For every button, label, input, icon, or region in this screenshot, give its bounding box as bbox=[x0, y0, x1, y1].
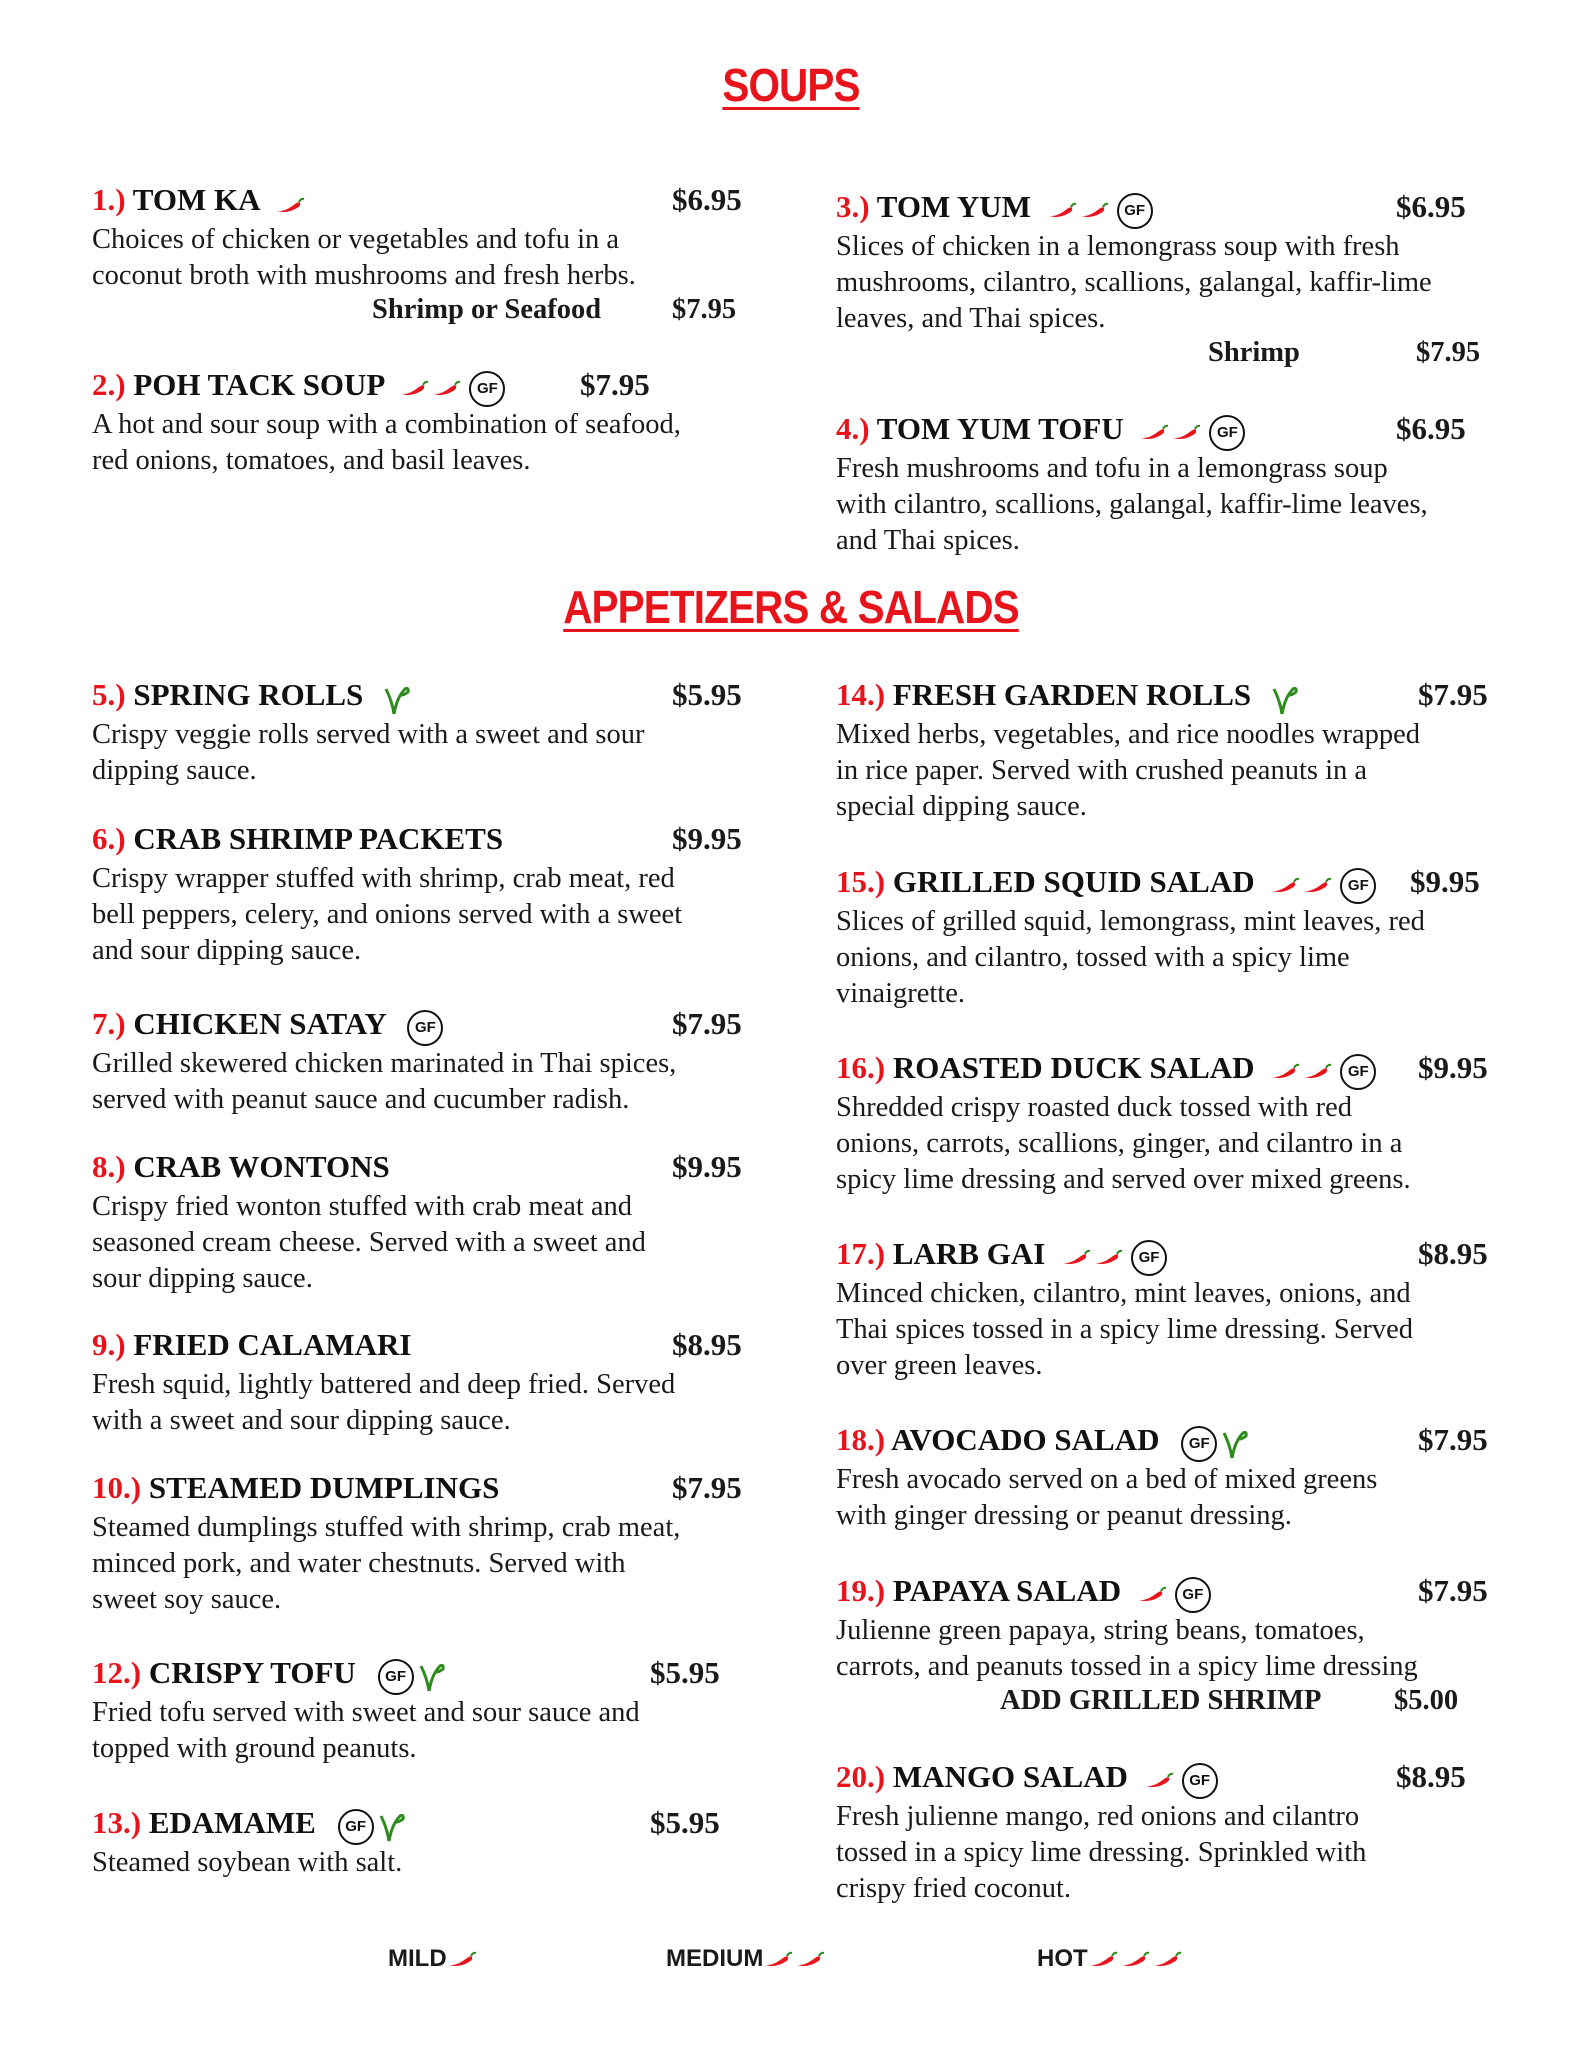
item-number: 17.) bbox=[836, 1236, 886, 1271]
item-header bbox=[836, 189, 1466, 229]
item-description-line: and sour dipping sauce. bbox=[92, 935, 362, 966]
item-description-line: onions, carrots, scallions, ginger, and cilantro in a bbox=[836, 1128, 1403, 1159]
chili-pepper-icon bbox=[1302, 1063, 1332, 1081]
item-extra bbox=[92, 294, 737, 330]
chili-pepper-icon bbox=[1120, 1951, 1150, 1969]
legend-peppers bbox=[447, 1945, 479, 1972]
item-price: $6.95 bbox=[1396, 411, 1466, 446]
item-number: 1.) bbox=[92, 182, 126, 217]
item-description-line: mushrooms, cilantro, scallions, galangal, kaffir-lime bbox=[836, 267, 1432, 298]
chili-pepper-icon bbox=[1270, 877, 1300, 895]
item-name: CRAB SHRIMP PACKETS bbox=[133, 821, 504, 856]
menu-item-steamed-dumplings bbox=[92, 1470, 742, 1618]
item-name: AVOCADO SALAD bbox=[891, 1422, 1160, 1457]
item-description-line: minced pork, and water chestnuts. Served with bbox=[92, 1548, 626, 1579]
item-price: $7.95 bbox=[672, 1470, 742, 1505]
item-description-line: crispy fried coconut. bbox=[836, 1873, 1072, 1904]
item-price: $7.95 bbox=[1418, 677, 1488, 712]
item-icons bbox=[1270, 865, 1376, 904]
gluten-free-icon: GF bbox=[378, 1659, 414, 1695]
menu-item-avocado-salad bbox=[836, 1422, 1488, 1534]
chili-pepper-icon bbox=[275, 197, 305, 215]
appetizers-title: APPETIZERS & SALADS bbox=[563, 581, 1019, 633]
item-icons bbox=[401, 1007, 443, 1046]
item-description-line: with a sweet and sour dipping sauce. bbox=[92, 1405, 511, 1436]
menu-item-fried-calamari bbox=[92, 1327, 742, 1439]
item-price: $5.95 bbox=[650, 1655, 720, 1690]
item-price: $8.95 bbox=[672, 1327, 742, 1362]
item-icons bbox=[1061, 1237, 1167, 1276]
item-number: 13.) bbox=[92, 1805, 142, 1840]
vegetarian-leaf-icon bbox=[383, 683, 411, 717]
item-header bbox=[836, 1759, 1466, 1799]
item-description-line: vinaigrette. bbox=[836, 978, 965, 1009]
item-description-line: spicy lime dressing and served over mixed greens. bbox=[836, 1164, 1411, 1195]
item-description-line: Crispy wrapper stuffed with shrimp, crab meat, red bbox=[92, 863, 675, 894]
item-number: 18.) bbox=[836, 1422, 886, 1457]
item-description-line: sweet soy sauce. bbox=[92, 1584, 282, 1615]
item-number: 9.) bbox=[92, 1327, 126, 1362]
item-icons bbox=[1137, 1574, 1211, 1613]
gluten-free-icon: GF bbox=[1340, 1054, 1376, 1090]
item-description-line: Crispy veggie rolls served with a sweet and sour bbox=[92, 719, 645, 750]
item-name: SPRING ROLLS bbox=[133, 677, 364, 712]
item-extra-price: $7.95 bbox=[1416, 337, 1481, 368]
soups-title: SOUPS bbox=[722, 59, 860, 111]
item-header bbox=[836, 677, 1488, 717]
item-header bbox=[92, 677, 742, 717]
item-description-line: and Thai spices. bbox=[836, 525, 1020, 556]
legend-mild bbox=[388, 1945, 479, 1973]
item-extra-price: $7.95 bbox=[672, 294, 737, 325]
item-description-line: carrots, and peanuts tossed in a spicy lime dressing bbox=[836, 1651, 1418, 1682]
legend-medium-label: MEDIUM bbox=[666, 1945, 764, 1972]
item-name: CRISPY TOFU bbox=[148, 1655, 356, 1690]
item-name: GRILLED SQUID SALAD bbox=[892, 864, 1255, 899]
item-name: POH TACK SOUP bbox=[133, 367, 384, 402]
item-icons bbox=[1047, 190, 1153, 229]
item-description-line: coconut broth with mushrooms and fresh herbs. bbox=[92, 260, 636, 291]
item-description-line: over green leaves. bbox=[836, 1350, 1043, 1381]
item-price: $9.95 bbox=[1410, 864, 1480, 899]
item-description-line: Choices of chicken or vegetables and tofu in a bbox=[92, 224, 620, 255]
item-number: 12.) bbox=[92, 1655, 142, 1690]
item-description-line: Slices of grilled squid, lemongrass, mint leaves, red bbox=[836, 906, 1425, 937]
item-extra-price: $5.00 bbox=[1394, 1685, 1459, 1716]
item-description-line: leaves, and Thai spices. bbox=[836, 303, 1106, 334]
item-description-line: tossed in a spicy lime dressing. Sprinkled with bbox=[836, 1837, 1367, 1868]
item-description-line: Fresh julienne mango, red onions and cilantro bbox=[836, 1801, 1360, 1832]
item-name: ROASTED DUCK SALAD bbox=[892, 1050, 1255, 1085]
item-description-line: sour dipping sauce. bbox=[92, 1263, 313, 1294]
item-extra bbox=[836, 1685, 1459, 1721]
item-description-line: Shredded crispy roasted duck tossed with red bbox=[836, 1092, 1353, 1123]
legend-hot-label: HOT bbox=[1037, 1945, 1088, 1972]
chili-pepper-icon bbox=[431, 380, 461, 398]
chili-pepper-icon bbox=[1302, 877, 1332, 895]
menu-item-fresh-garden-rolls bbox=[836, 677, 1488, 825]
item-name: TOM KA bbox=[132, 182, 259, 217]
item-extra-label: ADD GRILLED SHRIMP bbox=[1000, 1685, 1322, 1716]
chili-pepper-icon bbox=[1061, 1249, 1091, 1267]
item-description-line: Fried tofu served with sweet and sour sauce and bbox=[92, 1697, 640, 1728]
item-description-line: onions, and cilantro, tossed with a spicy lime bbox=[836, 942, 1350, 973]
legend-medium bbox=[666, 1945, 827, 1973]
item-description-line: special dipping sauce. bbox=[836, 791, 1087, 822]
legend-peppers bbox=[1088, 1945, 1184, 1972]
item-number: 10.) bbox=[92, 1470, 142, 1505]
item-number: 3.) bbox=[836, 189, 870, 224]
menu-item-larb-gai bbox=[836, 1236, 1488, 1384]
menu-item-mango-salad bbox=[836, 1759, 1466, 1907]
item-description-line: Julienne green papaya, string beans, tomatoes, bbox=[836, 1615, 1365, 1646]
item-description-line: Grilled skewered chicken marinated in Thai spices, bbox=[92, 1048, 677, 1079]
item-name: TOM YUM bbox=[876, 189, 1031, 224]
item-description-line: Thai spices tossed in a spicy lime dressing. Served bbox=[836, 1314, 1414, 1345]
chili-pepper-icon bbox=[1171, 424, 1201, 442]
item-name: STEAMED DUMPLINGS bbox=[148, 1470, 500, 1505]
chili-pepper-icon bbox=[1047, 202, 1077, 220]
item-icons bbox=[1270, 1051, 1376, 1090]
item-header bbox=[836, 1236, 1488, 1276]
item-description-line: in rice paper. Served with crushed peanuts in a bbox=[836, 755, 1368, 786]
legend-hot bbox=[1037, 1945, 1184, 1973]
gluten-free-icon: GF bbox=[1131, 1240, 1167, 1276]
item-header bbox=[92, 1805, 720, 1845]
item-name: FRESH GARDEN ROLLS bbox=[892, 677, 1252, 712]
item-header bbox=[92, 1149, 742, 1189]
item-price: $7.95 bbox=[1418, 1573, 1488, 1608]
item-header bbox=[92, 1655, 720, 1695]
item-description-line: Crispy fried wonton stuffed with crab meat and bbox=[92, 1191, 633, 1222]
item-header bbox=[92, 182, 742, 222]
item-header bbox=[92, 1470, 742, 1510]
item-price: $8.95 bbox=[1396, 1759, 1466, 1794]
item-extra-label: Shrimp or Seafood bbox=[372, 294, 602, 325]
chili-pepper-icon bbox=[447, 1951, 477, 1969]
item-number: 4.) bbox=[836, 411, 870, 446]
item-icons bbox=[1175, 1423, 1249, 1462]
item-header bbox=[836, 864, 1480, 904]
item-price: $9.95 bbox=[672, 821, 742, 856]
item-header bbox=[92, 367, 681, 407]
item-header bbox=[92, 1006, 742, 1046]
item-number: 5.) bbox=[92, 677, 126, 712]
chili-pepper-icon bbox=[1088, 1951, 1118, 1969]
item-header bbox=[92, 1327, 742, 1367]
gluten-free-icon: GF bbox=[1209, 415, 1245, 451]
item-number: 14.) bbox=[836, 677, 886, 712]
menu-item-crispy-tofu bbox=[92, 1655, 720, 1767]
item-icons bbox=[1267, 679, 1299, 717]
item-name: CRAB WONTONS bbox=[133, 1149, 390, 1184]
chili-pepper-icon bbox=[763, 1951, 793, 1969]
item-number: 7.) bbox=[92, 1006, 126, 1041]
item-header bbox=[836, 1573, 1488, 1613]
item-icons bbox=[379, 679, 411, 717]
vegetarian-leaf-icon bbox=[1221, 1427, 1249, 1461]
menu-item-crab-wontons bbox=[92, 1149, 742, 1297]
menu-item-tom-yum-tofu bbox=[836, 411, 1466, 559]
chili-pepper-icon bbox=[795, 1951, 825, 1969]
item-price: $8.95 bbox=[1418, 1236, 1488, 1271]
item-price: $6.95 bbox=[672, 182, 742, 217]
menu-item-papaya-salad bbox=[836, 1573, 1488, 1721]
item-extra-label: Shrimp bbox=[1208, 337, 1300, 368]
item-description-line: seasoned cream cheese. Served with a sweet and bbox=[92, 1227, 646, 1258]
item-number: 16.) bbox=[836, 1050, 886, 1085]
item-description-line: with ginger dressing or peanut dressing. bbox=[836, 1500, 1292, 1531]
item-icons bbox=[275, 185, 307, 221]
item-description-line: Minced chicken, cilantro, mint leaves, onions, and bbox=[836, 1278, 1411, 1309]
item-price: $7.95 bbox=[672, 1006, 742, 1041]
item-header bbox=[836, 411, 1466, 451]
item-description-line: Mixed herbs, vegetables, and rice noodles wrapped bbox=[836, 719, 1421, 750]
item-header bbox=[836, 1422, 1488, 1462]
item-description-line: Fresh avocado served on a bed of mixed greens bbox=[836, 1464, 1378, 1495]
vegetarian-leaf-icon bbox=[418, 1660, 446, 1694]
chili-pepper-icon bbox=[1152, 1951, 1182, 1969]
item-icons bbox=[1144, 1760, 1218, 1799]
menu-item-poh-tack-soup bbox=[92, 367, 681, 479]
item-number: 20.) bbox=[836, 1759, 886, 1794]
legend-mild-label: MILD bbox=[388, 1945, 447, 1972]
item-price: $9.95 bbox=[1418, 1050, 1488, 1085]
menu-item-edamame bbox=[92, 1805, 720, 1881]
item-number: 2.) bbox=[92, 367, 126, 402]
item-description-line: Steamed soybean with salt. bbox=[92, 1847, 403, 1878]
menu-item-chicken-satay bbox=[92, 1006, 742, 1118]
item-price: $7.95 bbox=[580, 367, 650, 402]
chili-pepper-icon bbox=[1093, 1249, 1123, 1267]
menu-item-tom-ka bbox=[92, 182, 742, 330]
item-name: CHICKEN SATAY bbox=[133, 1006, 386, 1041]
item-name: TOM YUM TOFU bbox=[876, 411, 1124, 446]
item-name: LARB GAI bbox=[892, 1236, 1046, 1271]
item-header bbox=[92, 821, 742, 861]
item-number: 15.) bbox=[836, 864, 886, 899]
item-extra bbox=[836, 337, 1481, 373]
chili-pepper-icon bbox=[1270, 1063, 1300, 1081]
item-description-line: served with peanut sauce and cucumber radish. bbox=[92, 1084, 630, 1115]
chili-pepper-icon bbox=[1079, 202, 1109, 220]
item-number: 8.) bbox=[92, 1149, 126, 1184]
item-price: $9.95 bbox=[672, 1149, 742, 1184]
item-description-line: dipping sauce. bbox=[92, 755, 257, 786]
item-description-line: topped with ground peanuts. bbox=[92, 1733, 417, 1764]
menu-item-spring-rolls bbox=[92, 677, 742, 789]
item-number: 6.) bbox=[92, 821, 126, 856]
gluten-free-icon: GF bbox=[1340, 868, 1376, 904]
gluten-free-icon: GF bbox=[1175, 1577, 1211, 1613]
chili-pepper-icon bbox=[1139, 424, 1169, 442]
item-name: EDAMAME bbox=[148, 1805, 316, 1840]
gluten-free-icon: GF bbox=[1181, 1426, 1217, 1462]
gluten-free-icon: GF bbox=[1182, 1763, 1218, 1799]
gluten-free-icon: GF bbox=[1117, 193, 1153, 229]
menu-item-grilled-squid-salad bbox=[836, 864, 1480, 1012]
vegetarian-leaf-icon bbox=[1271, 683, 1299, 717]
chili-pepper-icon bbox=[1137, 1586, 1167, 1604]
vegetarian-leaf-icon bbox=[378, 1810, 406, 1844]
item-icons bbox=[372, 1656, 446, 1695]
item-number: 19.) bbox=[836, 1573, 886, 1608]
gluten-free-icon: GF bbox=[469, 371, 505, 407]
menu-item-tom-yum bbox=[836, 189, 1481, 373]
item-description-line: Fresh mushrooms and tofu in a lemongrass soup bbox=[836, 453, 1388, 484]
item-price: $5.95 bbox=[650, 1805, 720, 1840]
item-description-line: red onions, tomatoes, and basil leaves. bbox=[92, 445, 531, 476]
item-description-line: Fresh squid, lightly battered and deep fried. Served bbox=[92, 1369, 676, 1400]
item-icons bbox=[399, 368, 505, 407]
item-name: FRIED CALAMARI bbox=[133, 1327, 412, 1362]
item-price: $7.95 bbox=[1418, 1422, 1488, 1457]
item-icons bbox=[1139, 412, 1245, 451]
item-description-line: Slices of chicken in a lemongrass soup with fresh bbox=[836, 231, 1400, 262]
item-header bbox=[836, 1050, 1488, 1090]
item-description-line: with cilantro, scallions, galangal, kaffir-lime leaves, bbox=[836, 489, 1428, 520]
item-icons bbox=[332, 1806, 406, 1845]
menu-item-roasted-duck-salad bbox=[836, 1050, 1488, 1198]
item-description-line: A hot and sour soup with a combination of seafood, bbox=[92, 409, 681, 440]
item-name: PAPAYA SALAD bbox=[892, 1573, 1122, 1608]
item-price: $6.95 bbox=[1396, 189, 1466, 224]
menu-item-crab-shrimp-packets bbox=[92, 821, 742, 969]
item-description-line: bell peppers, celery, and onions served with a sweet bbox=[92, 899, 683, 930]
item-name: MANGO SALAD bbox=[892, 1759, 1128, 1794]
gluten-free-icon: GF bbox=[407, 1010, 443, 1046]
gluten-free-icon: GF bbox=[338, 1809, 374, 1845]
chili-pepper-icon bbox=[1144, 1772, 1174, 1790]
item-price: $5.95 bbox=[672, 677, 742, 712]
item-description-line: Steamed dumplings stuffed with shrimp, crab meat, bbox=[92, 1512, 681, 1543]
legend-peppers bbox=[763, 1945, 827, 1972]
chili-pepper-icon bbox=[399, 380, 429, 398]
